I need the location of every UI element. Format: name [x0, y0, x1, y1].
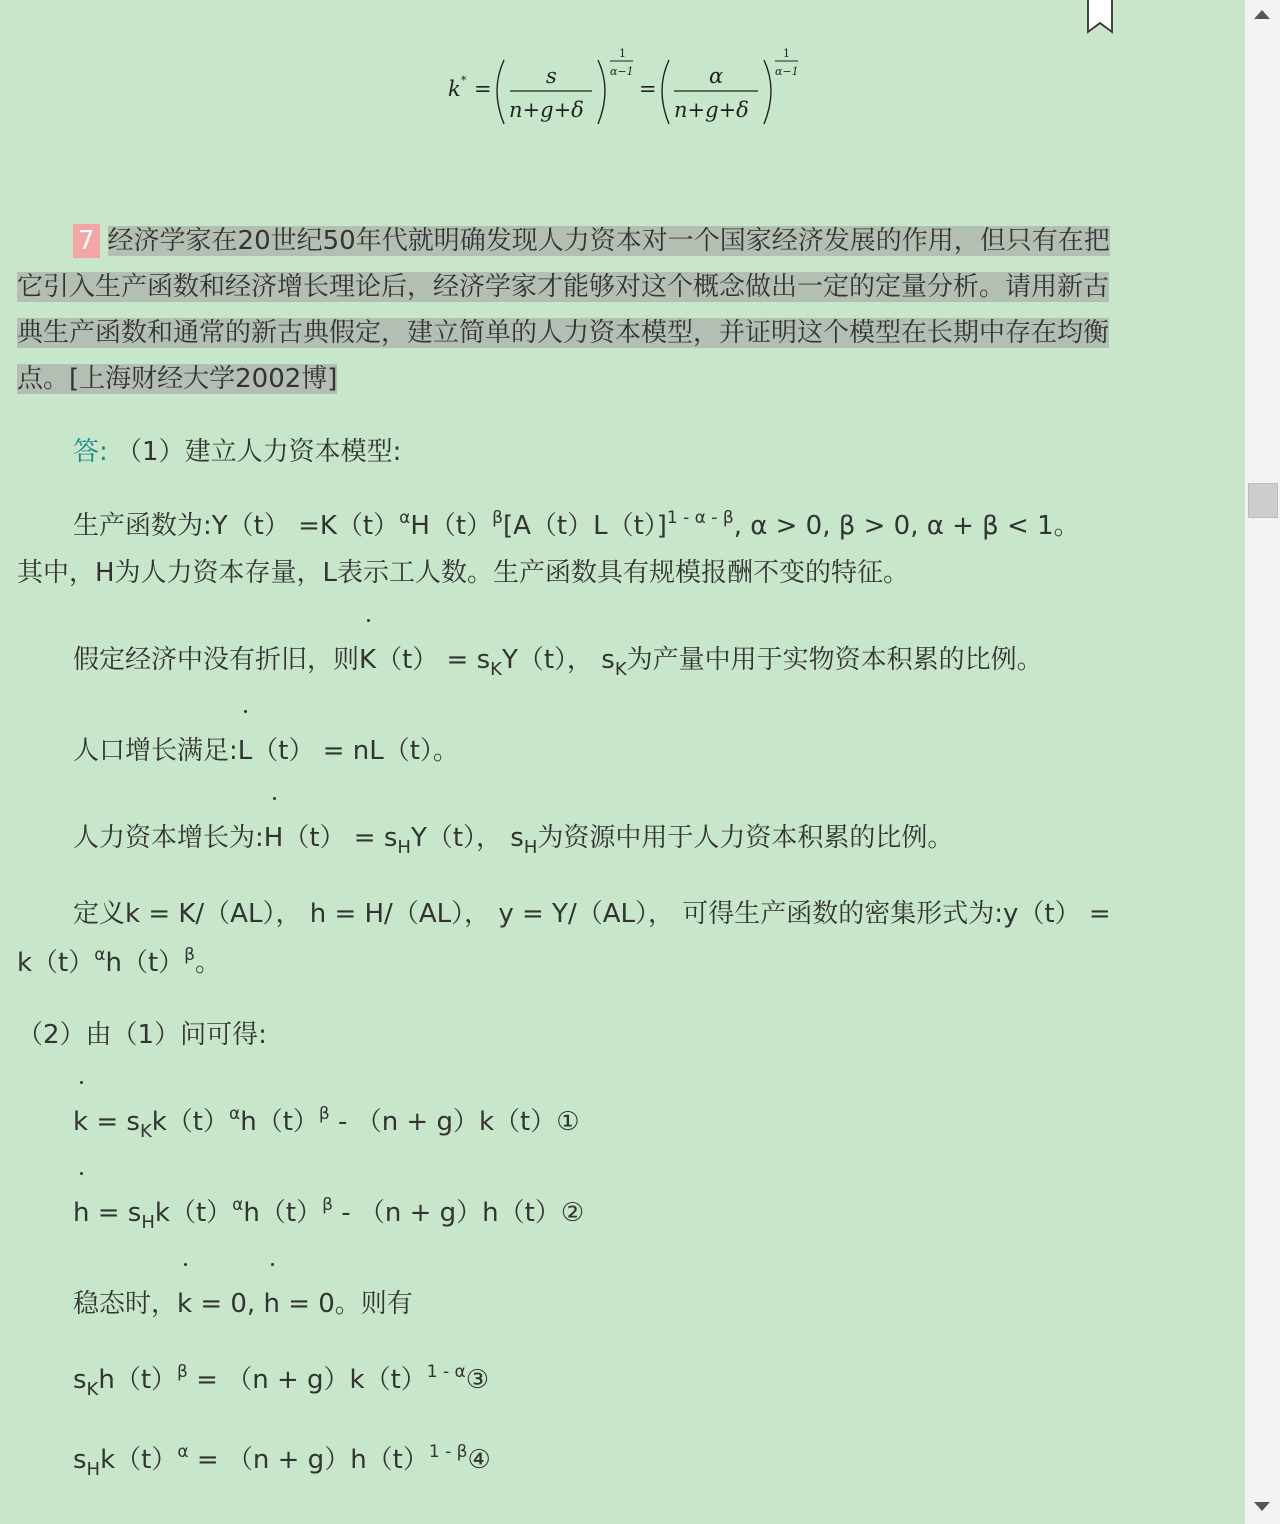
production-function-line-2 — [17, 556, 909, 590]
arrow-down-icon[interactable] — [1254, 1502, 1270, 1511]
text-run: = 0。则有 — [279, 1289, 413, 1319]
text-run: Y（t）， s — [501, 645, 615, 675]
svg-text:1: 1 — [619, 47, 626, 60]
superscript: α — [177, 1442, 189, 1462]
human-capital-growth-line — [73, 821, 954, 858]
population-growth-line — [73, 734, 459, 768]
text-run: 稳态时， — [73, 1289, 178, 1319]
superscript: β — [492, 508, 503, 528]
question-line-4 — [17, 362, 337, 396]
text-run: h（t） — [98, 1365, 178, 1395]
text-run: （t） = s — [283, 823, 398, 853]
text-run: - （n + g）h（t）② — [332, 1198, 585, 1228]
text-run: k（t） — [17, 948, 95, 978]
subscript: H — [86, 1459, 101, 1480]
superscript: 1 - β — [428, 1442, 468, 1462]
subscript: K — [139, 1121, 152, 1142]
equation-2 — [73, 1195, 585, 1233]
bookmark-icon[interactable] — [1086, 0, 1114, 36]
text-run: 人力资本增长为: — [73, 823, 264, 853]
svg-text:*: * — [461, 74, 467, 87]
scrollbar-thumb[interactable] — [1248, 483, 1278, 518]
text-run: s — [73, 1445, 87, 1475]
text-run: k（t） — [151, 1107, 230, 1137]
svg-text:n+g+δ: n+g+δ — [509, 98, 584, 122]
svg-text:k: k — [448, 77, 461, 101]
text-run: h（t） — [243, 1198, 323, 1228]
question-line-2 — [17, 270, 1109, 304]
steady-state-formula — [440, 40, 810, 135]
subscript: H — [397, 837, 411, 858]
text-run: （t） = nL（t）。 — [252, 736, 459, 766]
superscript: β — [322, 1195, 333, 1215]
answer-heading — [73, 435, 401, 469]
k-dot-symbol: k — [177, 1289, 193, 1319]
subscript: K — [86, 1379, 99, 1400]
superscript: α — [229, 1104, 241, 1124]
svg-text:α−1: α−1 — [610, 65, 634, 78]
svg-text:α−1: α−1 — [775, 65, 799, 78]
text-run: Y（t）， s — [410, 823, 524, 853]
superscript: α — [232, 1195, 244, 1215]
subscript: H — [523, 837, 538, 858]
equation-1 — [73, 1104, 580, 1142]
text-run: - （n + g）k（t）① — [329, 1107, 580, 1137]
arrow-up-icon[interactable] — [1254, 10, 1270, 19]
superscript: α — [399, 508, 411, 528]
text-run: h（t） — [240, 1107, 319, 1137]
question-number-badge: 7 — [73, 224, 100, 258]
text-run: = s — [88, 1107, 140, 1137]
svg-text:1: 1 — [783, 47, 790, 60]
question-line-3 — [17, 316, 1109, 350]
text-run: （2）由（1）问可得: — [17, 1020, 267, 1050]
k-dot-symbol: k — [73, 1107, 89, 1137]
text-run: H（t） — [410, 511, 493, 541]
text-run: 为产量中用于实物资本积累的比例。 — [626, 645, 1043, 675]
steady-state-line — [73, 1287, 413, 1321]
superscript: 1 - α - β — [666, 508, 734, 528]
text-run: = （n + g）k（t） — [187, 1365, 427, 1395]
h-dot-symbol: H — [263, 823, 284, 853]
svg-text:=: = — [639, 77, 657, 101]
h-dot-symbol: h — [263, 1289, 280, 1319]
superscript: 1 - α — [426, 1362, 466, 1382]
question-text: 经济学家在20世纪50年代就明确发现人力资本对一个国家经济发展的作用，但只有在把 — [107, 226, 1110, 256]
l-dot-symbol: L — [237, 736, 253, 766]
superscript: β — [318, 1104, 330, 1124]
text-run: k（t） — [154, 1198, 233, 1228]
text-run: s — [73, 1365, 87, 1395]
h-dot-symbol: h — [73, 1198, 90, 1228]
k-dot-symbol: K — [359, 645, 377, 675]
vertical-scrollbar[interactable] — [1245, 0, 1280, 1524]
text-run: , α > 0, β > 0, α + β < 1。 — [733, 511, 1080, 541]
text-run: 其中，H为人力资本存量，L表示工人数。生产函数具有规模报酬不变的特征。 — [17, 558, 910, 588]
equation-3 — [73, 1362, 490, 1400]
superscript: β — [177, 1362, 188, 1382]
svg-text:n+g+δ: n+g+δ — [674, 98, 749, 122]
question-line-1 — [73, 224, 1110, 258]
answer-label: 答: — [73, 437, 108, 467]
subscript: H — [141, 1212, 155, 1233]
part1-title: （1）建立人力资本模型: — [116, 437, 402, 467]
text-run: （t） = s — [376, 645, 491, 675]
equation-4 — [73, 1442, 491, 1480]
subscript: K — [614, 659, 627, 680]
svg-text:=: = — [474, 77, 492, 101]
text-run: = （n + g）h（t） — [188, 1445, 429, 1475]
capital-accumulation-line — [73, 643, 1043, 680]
svg-text:s: s — [546, 64, 557, 88]
text-run: [A（t）L（t）] — [502, 511, 667, 541]
question-text: 点。[上海财经大学2002博] — [17, 364, 338, 394]
intensive-form-line — [73, 897, 1111, 931]
text-run: 假定经济中没有折旧，则 — [73, 645, 360, 675]
svg-text:α: α — [709, 64, 724, 88]
text-run: ③ — [465, 1365, 490, 1395]
production-function-line — [73, 509, 1080, 543]
text-run: h（t） — [105, 948, 185, 978]
intensive-form-line-2 — [17, 946, 221, 980]
text-run: 。 — [195, 948, 222, 978]
superscript: β — [184, 945, 196, 965]
text-run: k（t） — [100, 1445, 178, 1475]
question-text: 典生产函数和通常的新古典假定，建立简单的人力资本模型，并证明这个模型在长期中存在均衡 — [17, 318, 1110, 348]
text-run: = 0, — [192, 1289, 264, 1319]
superscript: α — [94, 945, 106, 965]
text-run: 生产函数为:Y（t） =K（t） — [73, 511, 400, 541]
text-run: 为资源中用于人力资本积累的比例。 — [537, 823, 954, 853]
text-run: 定义k = K/（AL）， h = H/（AL）， y = Y/（AL）， 可得生产函数的密集形式为:y（t） = — [73, 899, 1111, 929]
text-run: 人口增长满足: — [73, 736, 238, 766]
part2-title — [17, 1018, 267, 1052]
question-text: 它引入生产函数和经济增长理论后，经济学家才能够对这个概念做出一定的定量分析。请用新古 — [17, 272, 1110, 302]
text-run: ④ — [467, 1445, 491, 1475]
text-run: = s — [89, 1198, 142, 1228]
subscript: K — [490, 659, 502, 680]
